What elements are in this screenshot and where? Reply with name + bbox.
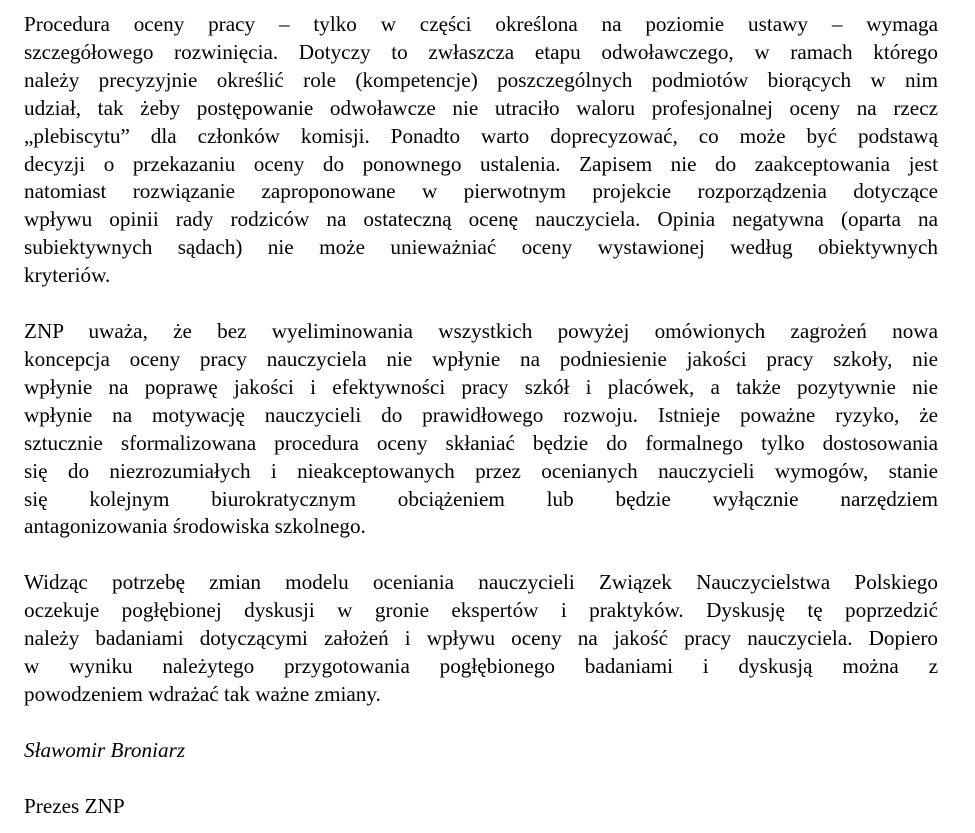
paragraph-line: powodzeniem wdrażać tak ważne zmiany. [24, 681, 381, 706]
paragraph-line: decyzji o przekazaniu oceny do ponownego ustalenia. Zapisem nie do zaakceptowania jest [24, 151, 938, 176]
paragraph-line: kryteriów. [24, 263, 111, 288]
signature-name: Sławomir Broniarz [24, 737, 186, 762]
paragraph-line: się kolejnym biurokratycznym obciążeniem lub będzie wyłącznie narzędziem [24, 486, 938, 511]
paragraph-line: udział, tak żeby postępowanie odwoławcze nie utraciło waloru profesjonalnej oceny na rzecz [24, 95, 938, 120]
paragraph-3 [24, 569, 938, 709]
paragraph-line: należy precyzyjnie określić role (kompetencje) poszczególnych podmiotów biorących w nim [24, 67, 938, 92]
paragraph-1 [24, 11, 938, 290]
paragraph-line: Widząc potrzebę zmian modelu oceniania nauczycieli Związek Nauczycielstwa Polskiego [24, 570, 938, 595]
paragraph-line: należy badaniami dotyczącymi założeń i wpływu oceny na jakość pracy nauczyciela. Dopiero [24, 626, 938, 651]
paragraph-line: wpłynie na motywację nauczycieli do prawidłowego rozwoju. Istnieje poważne ryzyko, że [24, 402, 938, 427]
paragraph-line: antagonizowania środowiska szkolnego. [24, 514, 366, 539]
paragraph-line: wpłynie na poprawę jakości i efektywności pracy szkół i placówek, a także pozytywnie nie [24, 374, 938, 399]
paragraph-line: sztucznie sformalizowana procedura oceny skłaniać będzie do formalnego tylko dostosowania [24, 430, 938, 455]
paragraph-line: Procedura oceny pracy – tylko w części określona na poziomie ustawy – wymaga [24, 12, 938, 36]
paragraph-line: natomiast rozwiązanie zaproponowane w pierwotnym projekcie rozporządzenia dotyczące [24, 179, 938, 204]
paragraph-line: szczegółowego rozwinięcia. Dotyczy to zwłaszcza etapu odwoławczego, w ramach którego [24, 39, 938, 64]
paragraph-2 [24, 318, 938, 541]
document-page [24, 11, 938, 821]
paragraph-line: się do niezrozumiałych i nieakceptowanych przez ocenianych nauczycieli wymogów, stanie [24, 458, 938, 483]
paragraph-line: subiektywnych sądach) nie może unieważniać oceny wystawionej według obiektywnych [24, 235, 938, 260]
paragraph-line: koncepcja oceny pracy nauczyciela nie wpłynie na podniesienie jakości pracy szkoły, nie [24, 346, 938, 371]
signature-role: Prezes ZNP [24, 793, 125, 818]
paragraph-line: oczekuje pogłębionej dyskusji w gronie ekspertów i praktyków. Dyskusję tę poprzedzić [24, 598, 938, 623]
paragraph-line: w wyniku należytego przygotowania pogłębionego badaniami i dyskusją można z [24, 654, 938, 679]
paragraph-line: wpływu opinii rady rodziców na ostateczną ocenę nauczyciela. Opinia negatywna (oparta na [24, 207, 938, 232]
paragraph-line: ZNP uważa, że bez wyeliminowania wszystkich powyżej omówionych zagrożeń nowa [24, 319, 938, 344]
paragraph-line: „plebiscytu” dla członków komisji. Ponadto warto doprecyzować, co może być podstawą [24, 123, 938, 148]
